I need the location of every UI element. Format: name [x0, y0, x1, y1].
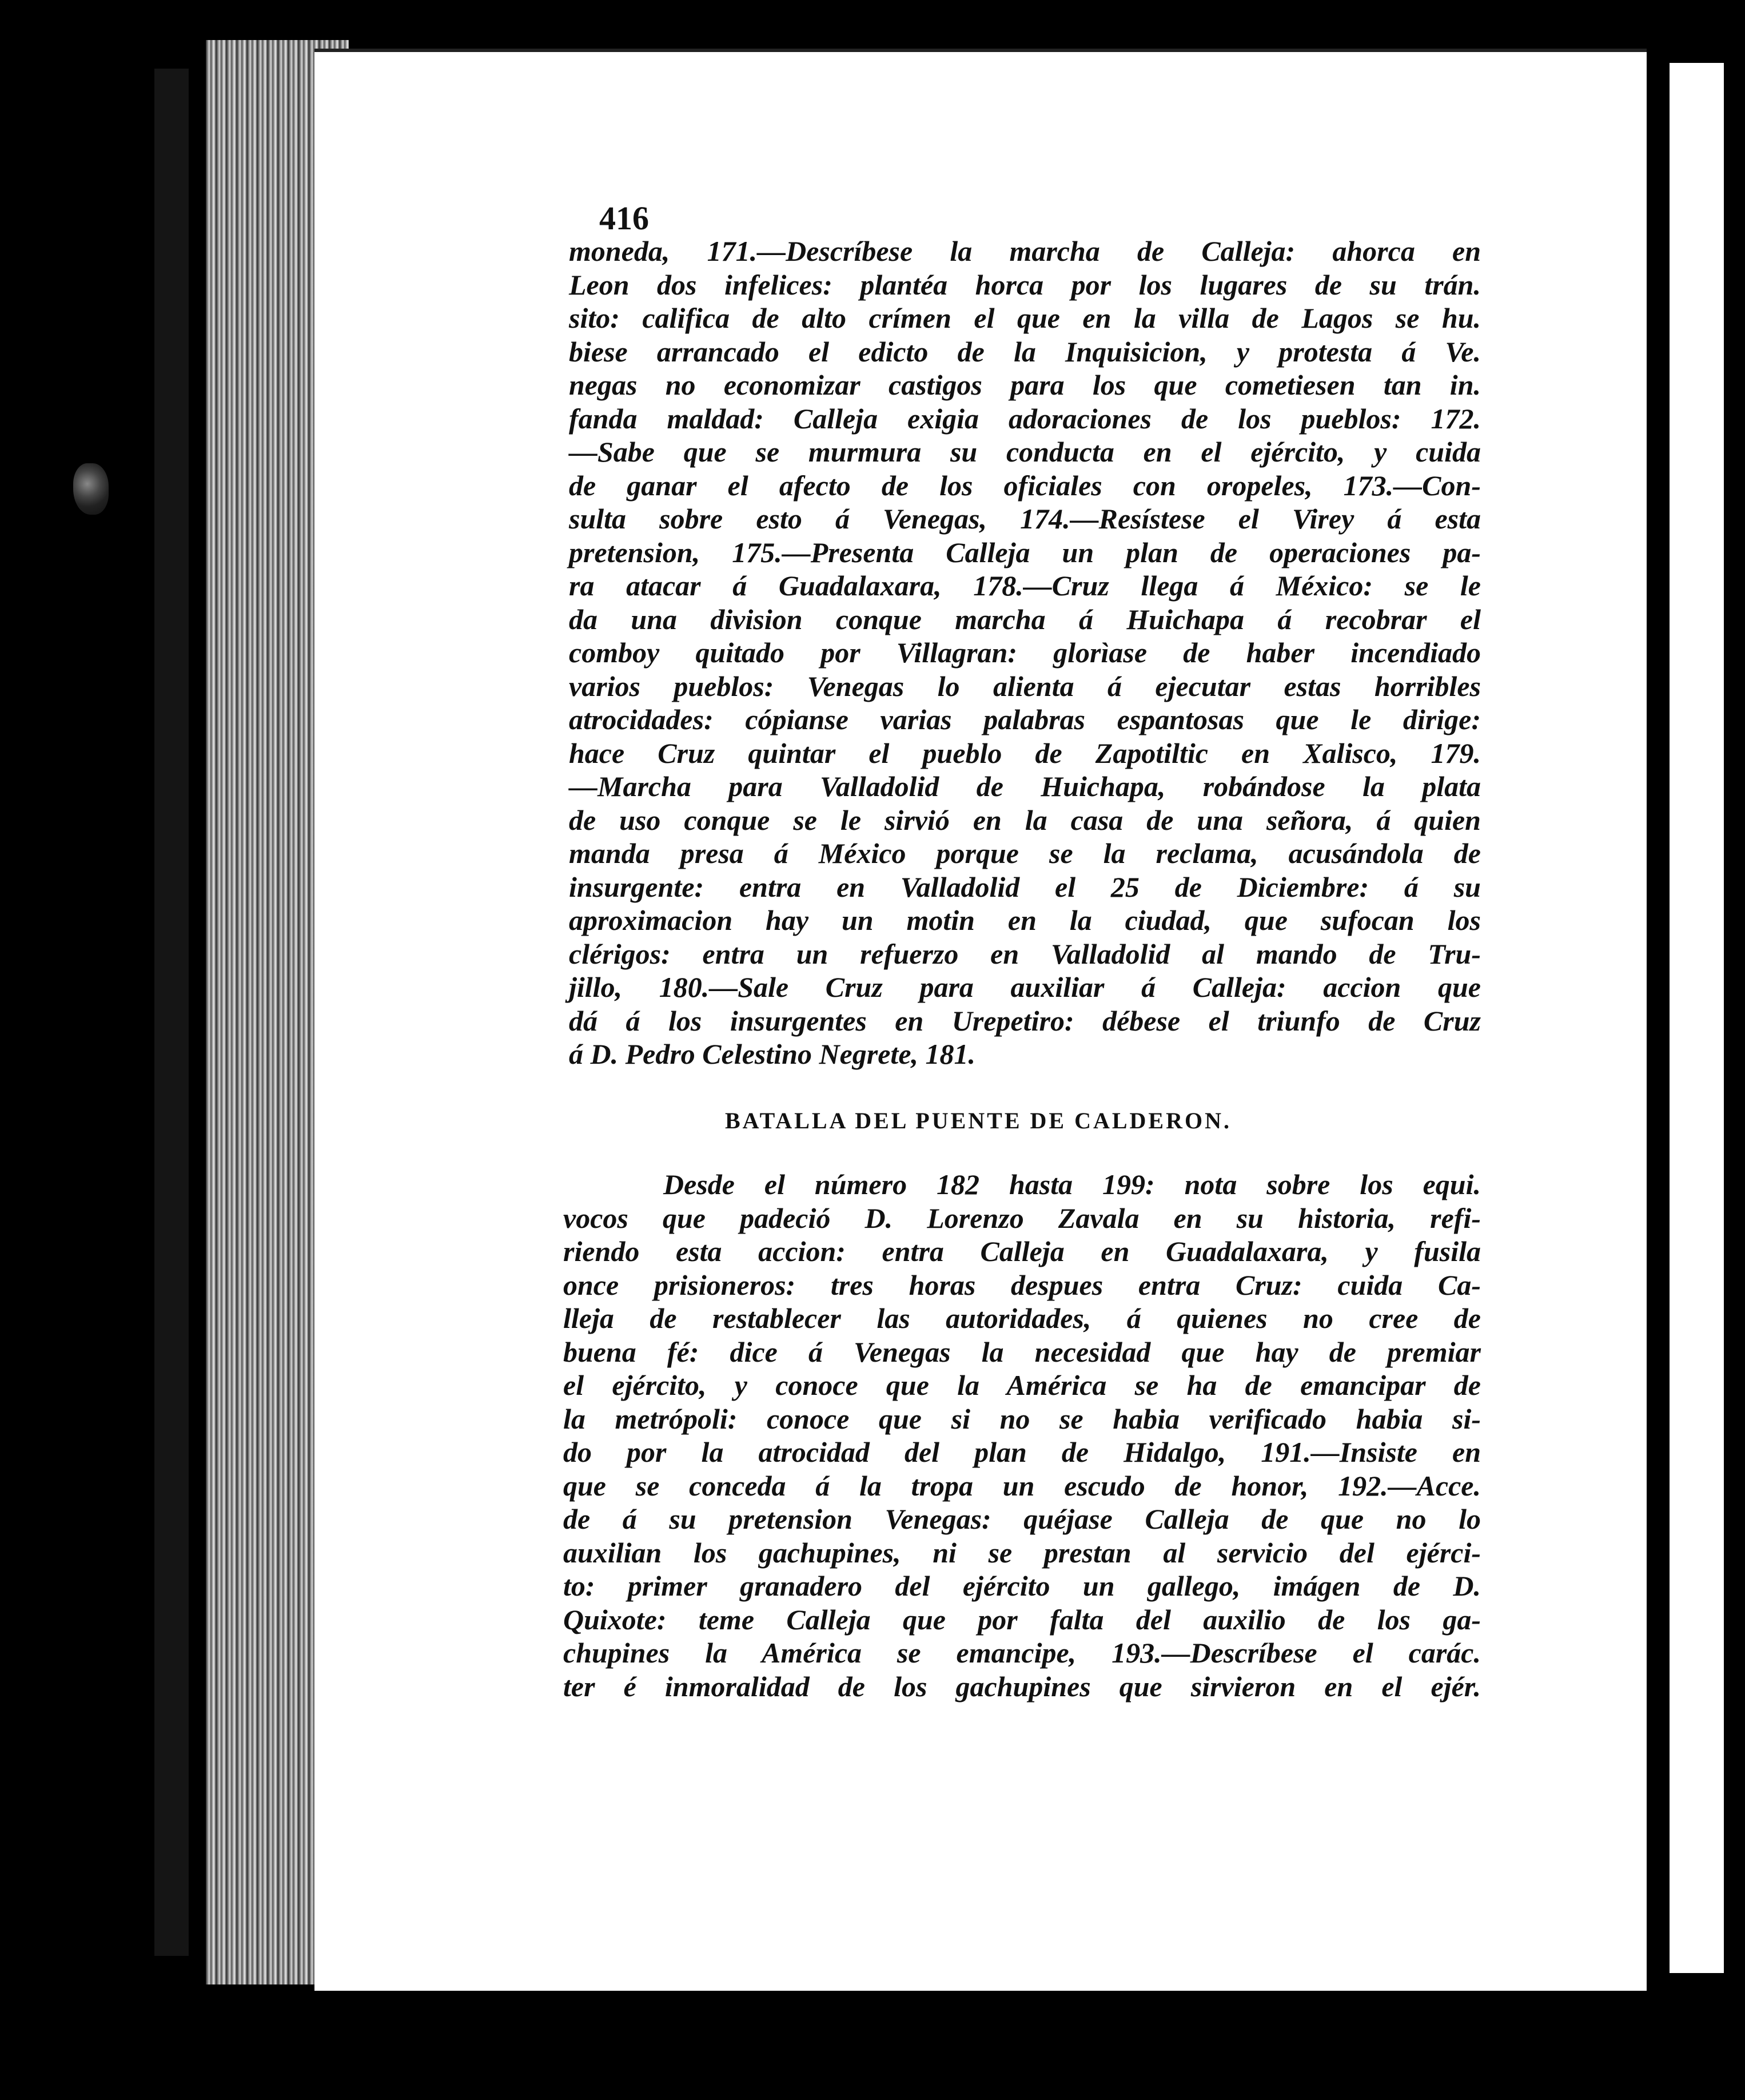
text-line: de á su pretension Venegas: quéjase Calleja de que no lo	[563, 1503, 1481, 1535]
text-line: to: primer granadero del ejército un gallego, imágen de D.	[563, 1570, 1481, 1602]
text-line: manda presa á México porque se la reclama, acusándola de	[569, 837, 1481, 869]
text-line: pretension, 175.—Presenta Calleja un plan de operaciones pa-	[569, 536, 1481, 568]
text-line: la metrópoli: conoce que si no se habia verificado habia si-	[563, 1402, 1481, 1435]
text-line: sito: califica de alto crímen el que en la villa de Lagos se hu.	[569, 302, 1481, 334]
text-line: moneda, 171.—Descríbese la marcha de Calleja: ahorca en	[569, 235, 1481, 267]
text-line: Quixote: teme Calleja que por falta del auxilio de los ga-	[563, 1603, 1481, 1636]
text-line: Leon dos infelices: plantéa horca por los lugares de su trán.	[569, 268, 1481, 301]
text-line: hace Cruz quintar el pueblo de Zapotiltic en Xalisco, 179.	[569, 737, 1481, 769]
text-line: —Marcha para Valladolid de Huichapa, robándose la plata	[569, 770, 1481, 802]
text-line: atrocidades: cópianse varias palabras espantosas que le dirige:	[569, 703, 1481, 735]
text-line: biese arrancado el edicto de la Inquisicion, y protesta á Ve.	[569, 335, 1481, 368]
text-line: clérigos: entra un refuerzo en Valladolid al mando de Tru-	[569, 937, 1481, 970]
text-line: á D. Pedro Celestino Negrete, 181.	[569, 1038, 976, 1070]
text-line: do por la atrocidad del plan de Hidalgo, 191.—Insiste en	[563, 1436, 1481, 1468]
text-line: auxilian los gachupines, ni se prestan al servicio del ejérci-	[563, 1536, 1481, 1569]
book-spine-shadow	[154, 69, 189, 1956]
text-line: fanda maldad: Calleja exigia adoraciones de los pueblos: 172.	[569, 402, 1481, 435]
text-line: de uso conque se le sirvió en la casa de una señora, á quien	[569, 804, 1481, 836]
text-line: chupines la América se emancipe, 193.—Descríbese el carác.	[563, 1637, 1481, 1669]
text-line: el ejército, y conoce que la América se ha de emancipar de	[563, 1369, 1481, 1401]
text-line: Desde el número 182 hasta 199: nota sobre los equi.	[663, 1168, 1481, 1200]
text-line: aproximacion hay un motin en la ciudad, que sufocan los	[569, 904, 1481, 936]
text-line: negas no economizar castigos para los que cometiesen tan in.	[569, 369, 1481, 401]
section-heading: BATALLA DEL PUENTE DE CALDERON.	[725, 1108, 1232, 1133]
text-line: que se conceda á la tropa un escudo de honor, 192.—Acce.	[563, 1469, 1481, 1502]
text-line: comboy quitado por Villagran: glorìase de haber incendiado	[569, 637, 1481, 669]
text-line: —Sabe que se murmura su conducta en el ejército, y cuida	[569, 436, 1481, 468]
text-line: buena fé: dice á Venegas la necesidad que hay de premiar	[563, 1335, 1481, 1368]
text-line: sulta sobre esto á Venegas, 174.—Resístese el Virey á esta	[569, 503, 1481, 535]
page-number: 416	[599, 200, 649, 237]
text-line: da una division conque marcha á Huichapa á recobrar el	[569, 603, 1481, 635]
text-line: riendo esta accion: entra Calleja en Guadalaxara, y fusila	[563, 1235, 1481, 1267]
text-line: varios pueblos: Venegas lo alienta á ejecutar estas horribles	[569, 670, 1481, 702]
text-line: ra atacar á Guadalaxara, 178.—Cruz llega á México: se le	[569, 570, 1481, 602]
binder-clip-mark	[73, 463, 109, 515]
summary-paragraph-2	[563, 1168, 1481, 1703]
text-line: jillo, 180.—Sale Cruz para auxiliar á Calleja: accion que	[569, 971, 1481, 1003]
text-line: vocos que padeció D. Lorenzo Zavala en su historia, refi-	[563, 1202, 1481, 1234]
summary-paragraph-1	[569, 234, 1481, 1071]
text-line: lleja de restablecer las autoridades, á quienes no cree de	[563, 1302, 1481, 1334]
text-line: insurgente: entra en Valladolid el 25 de Diciembre: á su	[569, 870, 1481, 903]
adjacent-page-strip	[1670, 63, 1724, 1973]
text-line: ter é inmoralidad de los gachupines que sirvieron en el ejér.	[563, 1670, 1481, 1703]
text-line: once prisioneros: tres horas despues entra Cruz: cuida Ca-	[563, 1268, 1481, 1301]
text-line: dá á los insurgentes en Urepetiro: débese el triunfo de Cruz	[569, 1004, 1481, 1037]
text-line: de ganar el afecto de los oficiales con oropeles, 173.—Con-	[569, 469, 1481, 502]
